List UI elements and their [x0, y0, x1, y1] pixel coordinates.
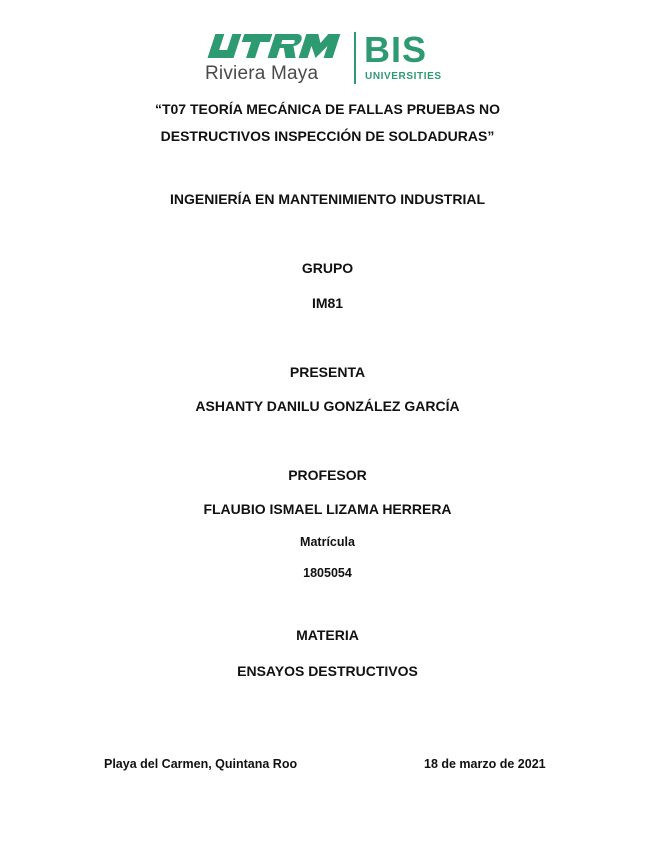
group-label: GRUPO — [301, 260, 354, 276]
enrollment-label: Matrícula — [300, 535, 355, 549]
professor-label: PROFESOR — [288, 467, 367, 483]
bis-wordmark: BIS — [364, 29, 428, 70]
utrm-logo-mark — [206, 32, 346, 62]
logo-divider — [354, 32, 356, 84]
title-line-1: “T07 TEORÍA MECÁNICA DE FALLAS PRUEBAS NO — [154, 101, 501, 117]
professor-name: FLAUBIO ISMAEL LIZAMA HERRERA — [203, 501, 452, 517]
career-name: INGENIERÍA EN MANTENIMIENTO INDUSTRIAL — [169, 191, 485, 207]
subject-label: MATERIA — [296, 627, 359, 643]
title-line-2: DESTRUCTIVOS INSPECCIÓN DE SOLDADURAS” — [160, 128, 495, 144]
subject-value: ENSAYOS DESTRUCTIVOS — [237, 663, 418, 679]
footer-date: 18 de marzo de 2021 — [424, 757, 546, 771]
footer-location: Playa del Carmen, Quintana Roo — [104, 757, 298, 771]
bis-subtitle: UNIVERSITIES — [365, 71, 442, 82]
bis-logo — [364, 30, 460, 88]
group-value: IM81 — [311, 295, 344, 311]
utrm-logo — [200, 30, 350, 88]
enrollment-value: 1805054 — [303, 566, 352, 580]
header-logos — [200, 30, 460, 88]
utrm-subtitle: Riviera Maya — [205, 63, 319, 84]
student-name: ASHANTY DANILU GONZÁLEZ GARCÍA — [195, 398, 460, 414]
presents-label: PRESENTA — [289, 364, 366, 380]
